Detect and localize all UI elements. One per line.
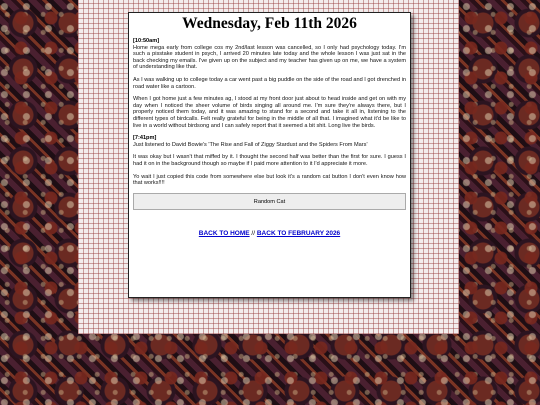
entry-paragraph: Yo wait I just copied this code from somewhere else but look it's a random cat button I don't even know how that works!!!! <box>133 173 406 187</box>
nav-separator: // <box>251 229 256 237</box>
entry-paragraph: Just listened to David Bowie's 'The Rise and Fall of Ziggy Stardust and the Spiders From Mars' <box>133 141 368 148</box>
entry-timestamp: [7:41pm] <box>133 135 157 142</box>
footer-nav <box>133 230 406 237</box>
random-cat-button[interactable]: Random Cat <box>133 193 406 210</box>
entry-paragraph: When I got home just a few minutes ag, I stood at my front door just about to head inside and get on with my day when I noticed the sheer volume of birds singing all around me. I'm sure they're always there, but I properly noticed them today, and it was amazing to stand for a second and take it all in, listening to the different types of birdcalls. Felt really grateful for being in the middle of all that. I imagined what it'd be like to live in a world without birdsong and I can safely report that it seemed a bit shit. Long live the birds. <box>133 96 406 129</box>
entry-timestamp: [10:50am] <box>133 38 160 44</box>
back-to-home-link[interactable]: BACK TO HOME <box>198 229 250 237</box>
back-to-month-link[interactable]: BACK TO FEBRUARY 2026 <box>256 229 341 237</box>
page-title: Wednesday, Feb 11th 2026 <box>182 15 357 32</box>
entry-paragraph: Home mega early from college cos my 2nd/last lesson was cancelled, so I only had psychology today. I'm such a pisstake student in psych, I arrived 20 minutes late today and the whole lesson I was just sat in the back checking my emails. I've given up on the subject and my teacher has given up on me, we have a system of understanding like that. <box>133 44 406 71</box>
journal-entry <box>133 38 406 129</box>
journal-entry <box>133 135 406 187</box>
journal-card <box>128 12 411 298</box>
entry-paragraph: It was okay but I wasn't that miffed by it. I thought the second half was better than the first for sure. I guess I had it on in the background though so maybe if I paid more attention to it I'd appreciate it more. <box>133 154 406 167</box>
entry-paragraph: As I was walking up to college today a car went past a big puddle on the side of the road and I got drenched in road water like a cartoon. <box>133 76 406 90</box>
